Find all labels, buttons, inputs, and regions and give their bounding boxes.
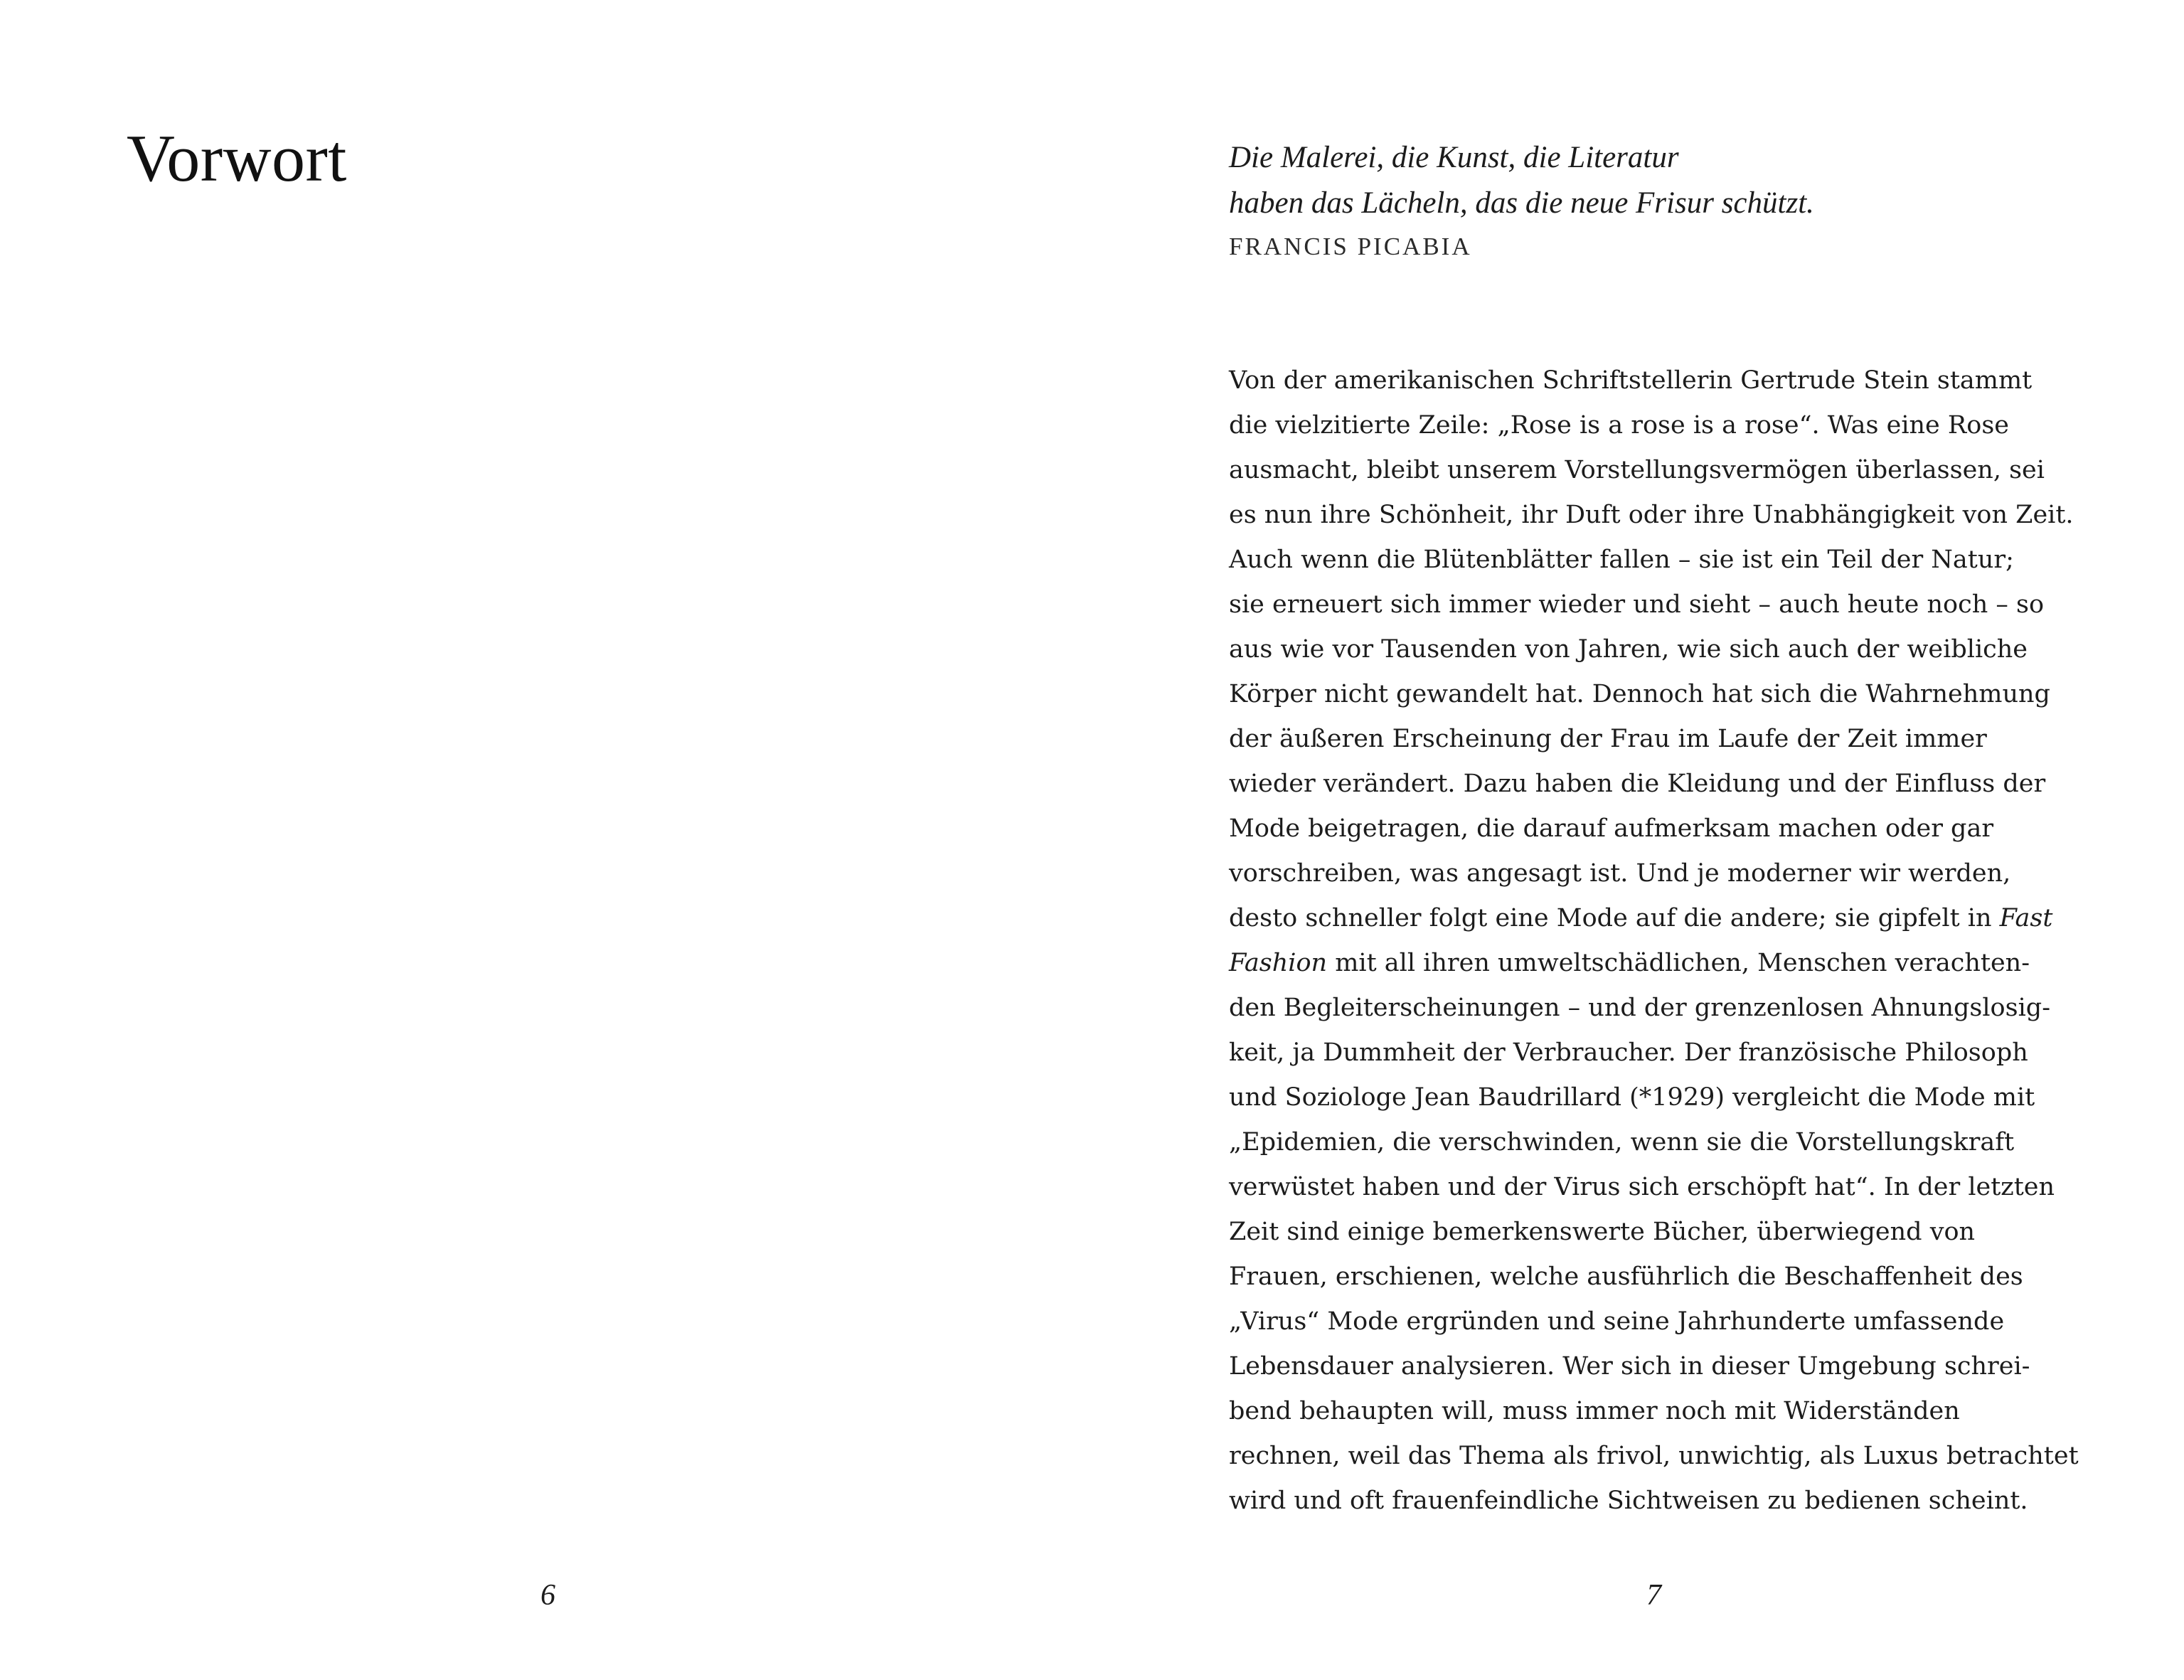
page-number-right: 7 (1646, 1579, 1661, 1612)
body-line (1229, 941, 2104, 986)
epigraph-line: haben das Lächeln, das die neue Frisur schützt. (1229, 186, 1814, 220)
body-line: es nun ihre Schönheit, ihr Duft oder ihre Unabhängigkeit von Zeit. (1229, 501, 2074, 529)
body-line: der äußeren Erscheinung der Frau im Laufe der Zeit immer (1229, 725, 1987, 753)
epigraph-author: FRANCIS PICABIA (1229, 233, 1472, 260)
body-text-segment: mit all ihren umweltschädlichen, Menschen verachten- (1327, 949, 2030, 977)
body-line: ausmacht, bleibt unserem Vorstellungsvermögen überlassen, sei (1229, 456, 2045, 484)
body-line: Körper nicht gewandelt hat. Dennoch hat sich die Wahrnehmung (1229, 680, 2050, 708)
body-line: „Virus“ Mode ergründen und seine Jahrhunderte umfassende (1229, 1307, 2005, 1336)
body-line: keit, ja Dummheit der Verbraucher. Der französische Philosoph (1229, 1038, 2028, 1067)
body-line: rechnen, weil das Thema als frivol, unwichtig, als Luxus betrachtet (1229, 1442, 2079, 1470)
body-line: sie erneuert sich immer wieder und sieht – auch heute noch – so (1229, 590, 2045, 619)
body-line: bend behaupten will, muss immer noch mit Widerständen (1229, 1397, 1960, 1425)
chapter-title: Vorwort (127, 122, 347, 196)
body-line: vorschreiben, was angesagt ist. Und je moderner wir werden, (1229, 859, 2011, 888)
body-line: wieder verändert. Dazu haben die Kleidung und der Einfluss der (1229, 770, 2046, 798)
body-line: aus wie vor Tausenden von Jahren, wie sich auch der weibliche (1229, 635, 2028, 664)
body-line: die vielzitierte Zeile: „Rose is a rose is a rose“. Was eine Rose (1229, 411, 2009, 440)
body-line: „Epidemien, die verschwinden, wenn sie die Vorstellungskraft (1229, 1128, 2015, 1157)
body-line: Frauen, erschienen, welche ausführlich die Beschaffenheit des (1229, 1262, 2023, 1291)
italic-term: Fashion (1229, 949, 1328, 977)
body-line: verwüstet haben und der Virus sich erschöpft hat“. In der letzten (1229, 1173, 2055, 1201)
body-line: Mode beigetragen, die darauf aufmerksam machen oder gar (1229, 814, 1994, 843)
body-line: Lebensdauer analysieren. Wer sich in dieser Umgebung schrei- (1229, 1352, 2030, 1381)
body-line (1229, 896, 2104, 941)
epigraph (1229, 135, 2011, 267)
body-text-segment: desto schneller folgt eine Mode auf die andere; sie gipfelt in (1229, 904, 2000, 932)
body-line: wird und oft frauenfeindliche Sichtweisen zu bedienen scheint. (1229, 1487, 2028, 1515)
epigraph-line: Die Malerei, die Kunst, die Literatur (1229, 141, 1679, 174)
body-line: Auch wenn die Blütenblätter fallen – sie ist ein Teil der Natur; (1229, 546, 2014, 574)
body-line: den Begleiterscheinungen – und der grenzenlosen Ahnungslosig- (1229, 994, 2051, 1022)
body-line: Zeit sind einige bemerkenswerte Bücher, überwiegend von (1229, 1218, 1976, 1246)
page-number-left: 6 (540, 1579, 555, 1612)
right-page (1092, 0, 2184, 1680)
body-line: und Soziologe Jean Baudrillard (*1929) vergleicht die Mode mit (1229, 1083, 2035, 1112)
italic-term: Fast (1999, 904, 2053, 932)
body-line: Von der amerikanischen Schriftstellerin Gertrude Stein stammt (1229, 366, 2033, 395)
body-text (1229, 358, 2104, 1524)
